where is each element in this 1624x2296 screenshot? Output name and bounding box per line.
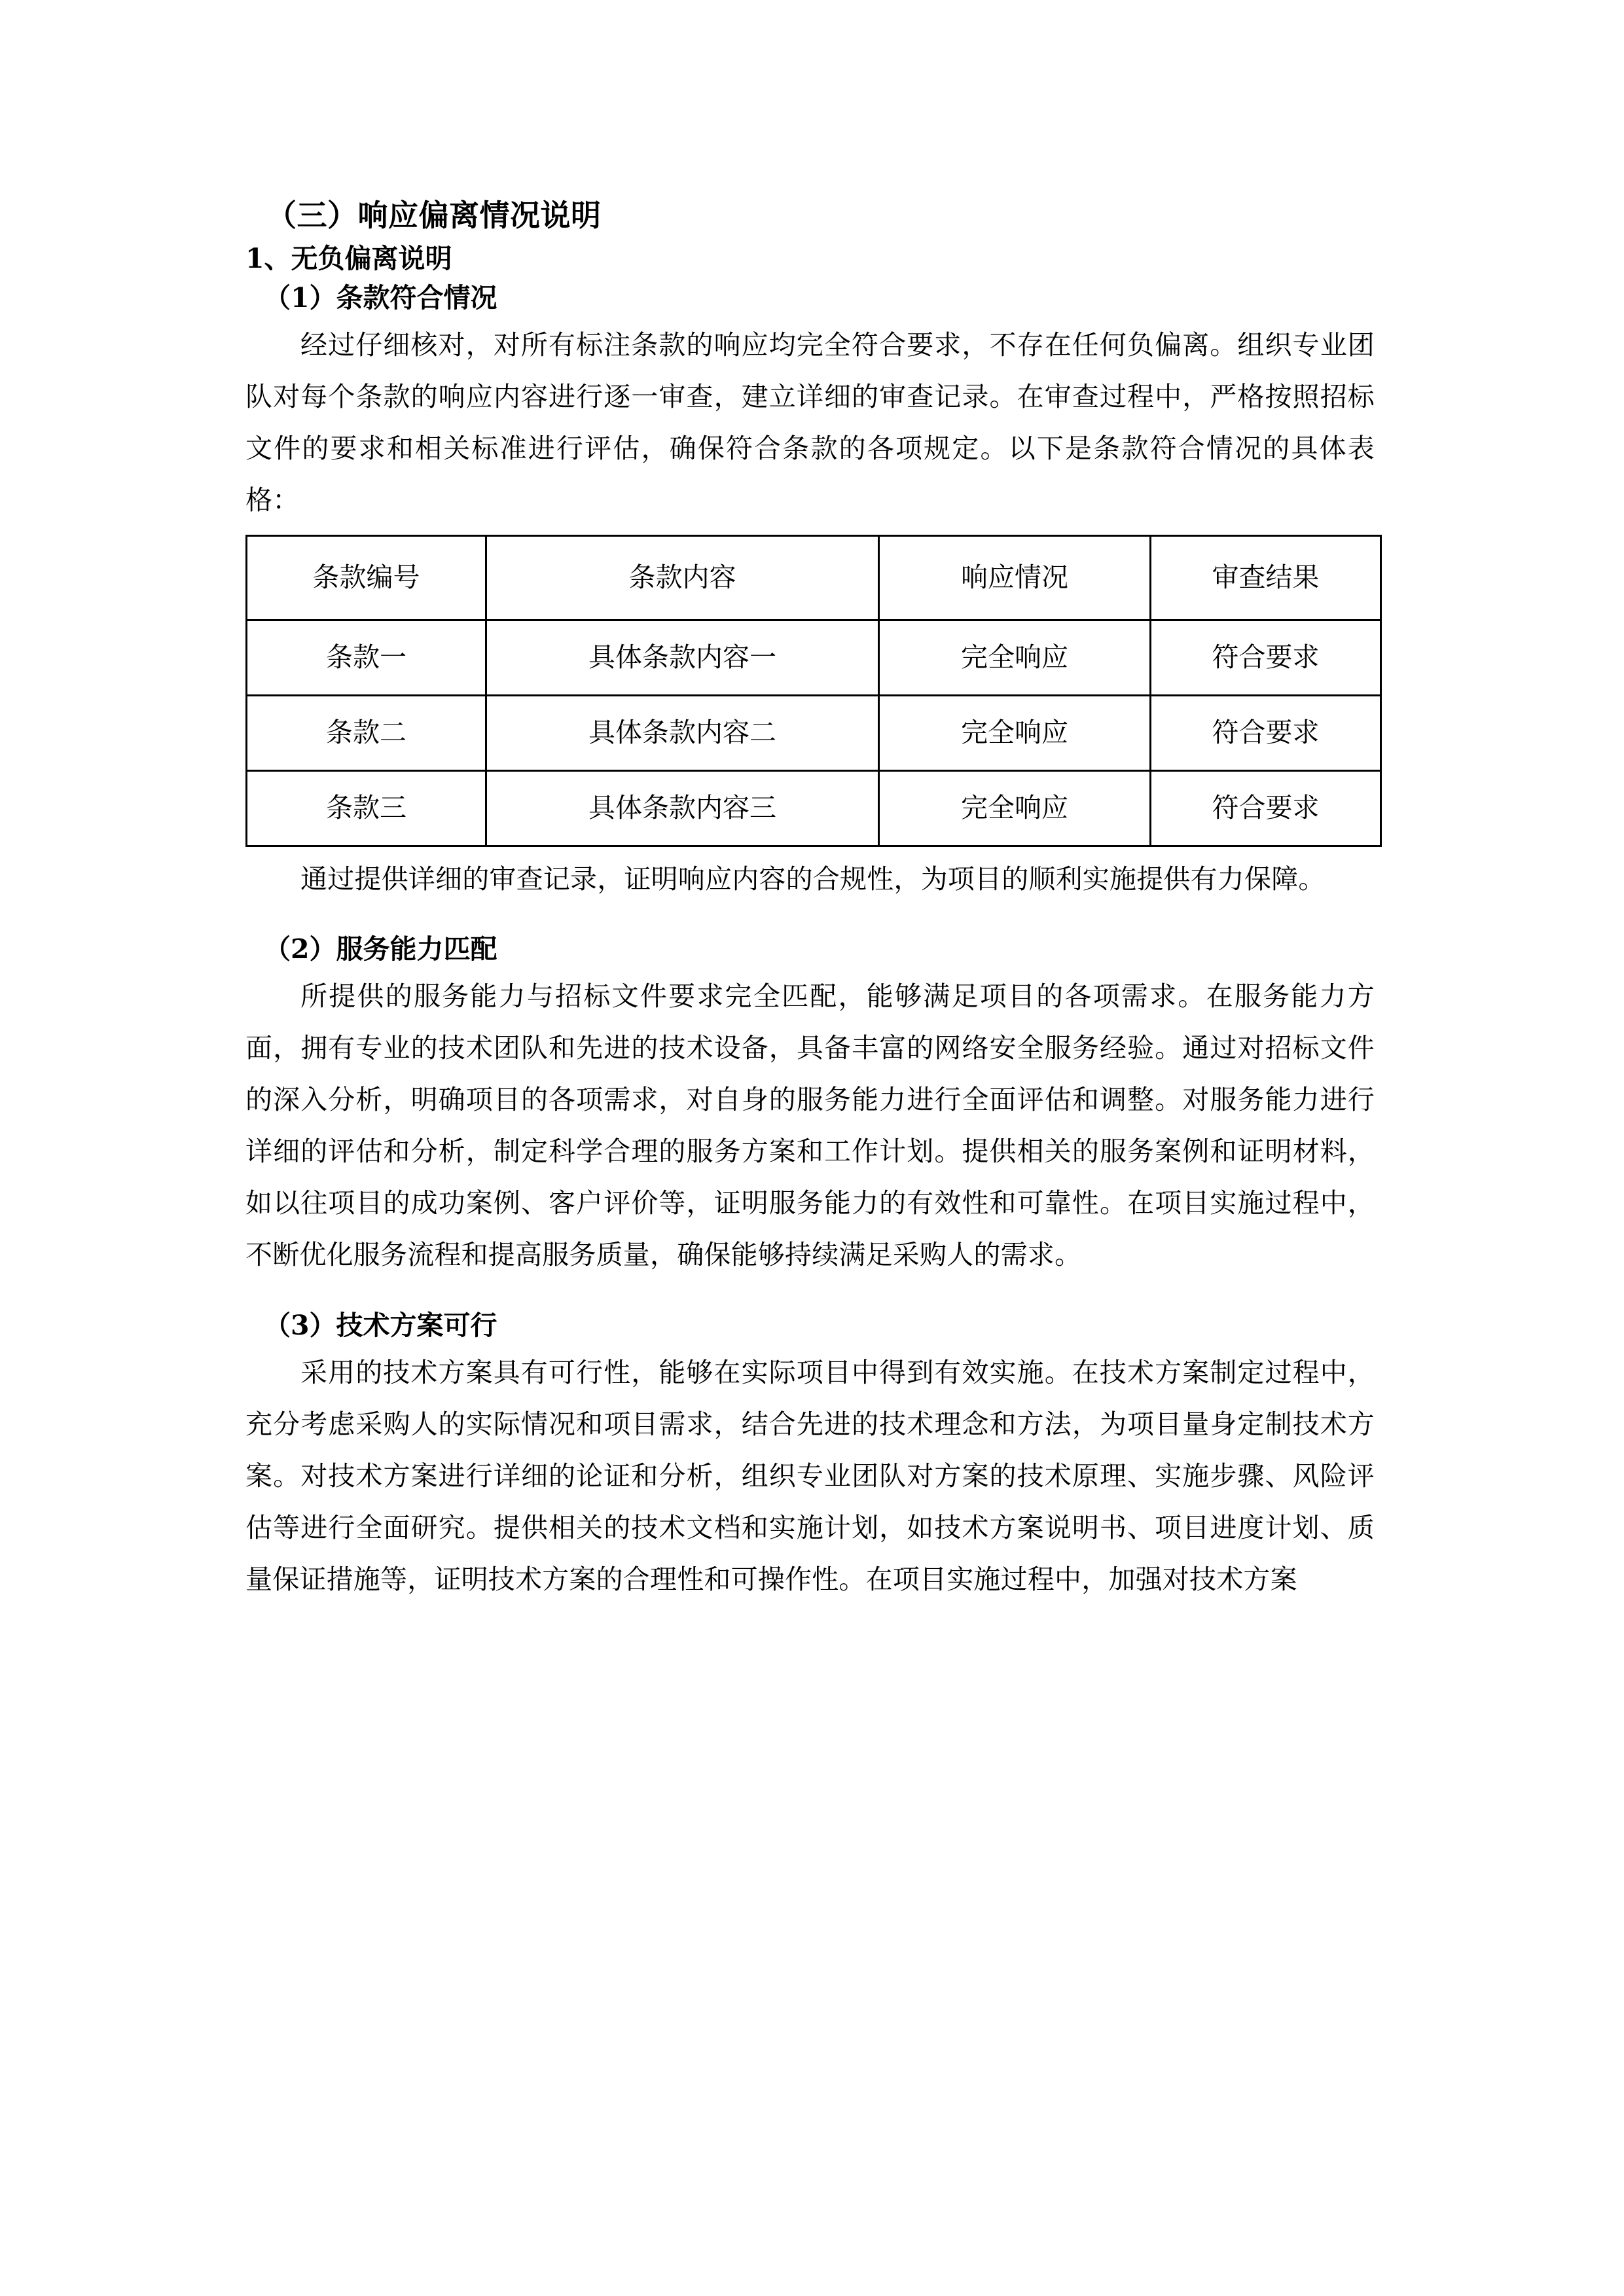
paragraph-clause-compliance-intro: 经过仔细核对，对所有标注条款的响应均完全符合要求，不存在任何负偏离。组织专业团队对每个条款的响应内容进行逐一审查，建立详细的审查记录。在审查过程中，严格按照招标文件的要求和相关标准进行评估，确保符合条款的各项规定。以下是条款符合情况的具体表格： [245,329,1375,516]
document-body [245,196,1375,1605]
table-row [247,770,1381,846]
table-cell-clause-number: 条款三 [247,770,486,846]
table-header-cell-review-result: 审查结果 [1151,535,1381,620]
table-cell-review-result: 符合要求 [1151,695,1381,770]
table-row [247,620,1381,695]
table-cell-review-result: 符合要求 [1151,770,1381,846]
heading-numbered-1: 1、无负偏离说明 [245,242,452,274]
table-header-row [247,535,1381,620]
clause-table-wrapper [245,535,1375,847]
table-cell-clause-content: 具体条款内容二 [486,695,879,770]
heading-subsection-1: （1）条款符合情况 [264,281,497,314]
table-header-cell-clause-number: 条款编号 [247,535,486,620]
table-cell-clause-number: 条款二 [247,695,486,770]
table-cell-response: 完全响应 [879,770,1151,846]
heading-subsection-2: （2）服务能力匹配 [264,933,497,965]
table-row [247,695,1381,770]
table-cell-clause-content: 具体条款内容三 [486,770,879,846]
table-header-cell-clause-content: 条款内容 [486,535,879,620]
paragraph-technical-plan: 采用的技术方案具有可行性，能够在实际项目中得到有效实施。在技术方案制定过程中，充分考虑采购人的实际情况和项目需求，结合先进的技术理念和方法，为项目量身定制技术方案。对技术方案进行详细的论证和分析，组织专业团队对方案的技术原理、实施步骤、风险评估等进行全面研究。提供相关的技术文档和实施计划，如技术方案说明书、项目进度计划、质量保证措施等，证明技术方案的合理性和可操作性。在项目实施过程中，加强对技术方案 [245,1356,1375,1596]
paragraph-service-capability: 所提供的服务能力与招标文件要求完全匹配，能够满足项目的各项需求。在服务能力方面，拥有专业的技术团队和先进的技术设备，具备丰富的网络安全服务经验。通过对招标文件的深入分析，明确项目的各项需求，对自身的服务能力进行全面评估和调整。对服务能力进行详细的评估和分析，制定科学合理的服务方案和工作计划。提供相关的服务案例和证明材料，如以往项目的成功案例、客户评价等，证明服务能力的有效性和可靠性。在项目实施过程中，不断优化服务流程和提高服务质量，确保能够持续满足采购人的需求。 [245,980,1375,1271]
table-header-cell-response: 响应情况 [879,535,1151,620]
page-title: （三）响应偏离情况说明 [266,198,602,233]
table-cell-clause-number: 条款一 [247,620,486,695]
table-cell-response: 完全响应 [879,620,1151,695]
heading-subsection-3: （3）技术方案可行 [264,1309,497,1341]
clause-compliance-table [245,535,1382,847]
table-cell-clause-content: 具体条款内容一 [486,620,879,695]
table-cell-response: 完全响应 [879,695,1151,770]
table-cell-review-result: 符合要求 [1151,620,1381,695]
paragraph-clause-compliance-outro: 通过提供详细的审查记录，证明响应内容的合规性，为项目的顺利实施提供有力保障。 [300,863,1326,895]
